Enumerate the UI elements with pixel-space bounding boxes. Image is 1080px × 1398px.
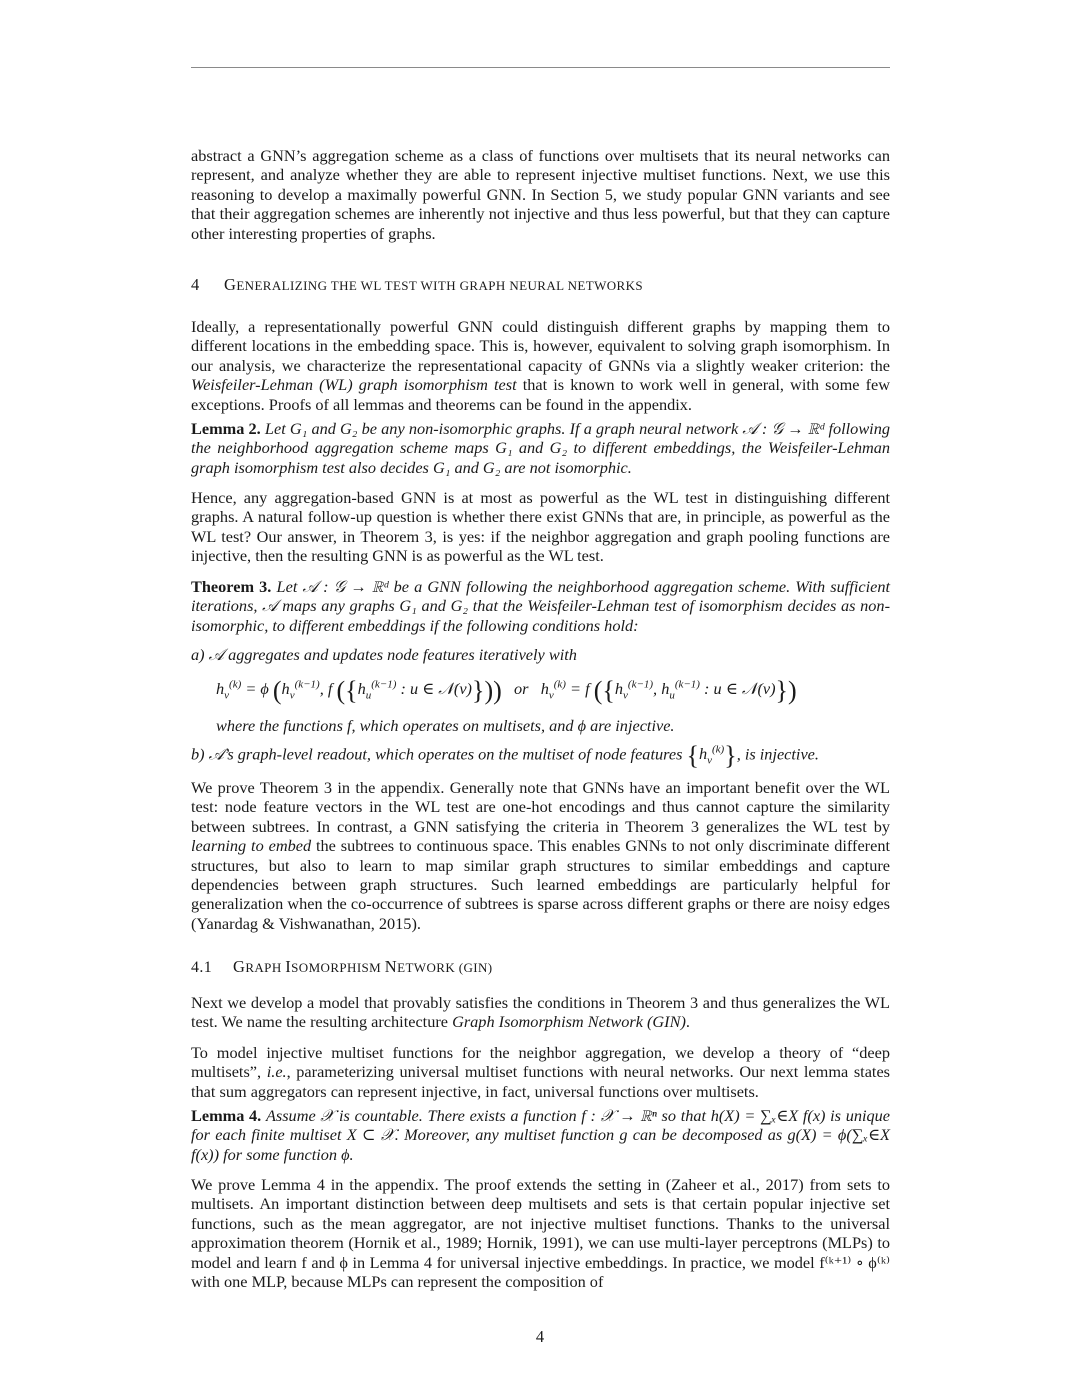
theorem-3-label: Theorem 3. — [191, 577, 272, 596]
p1-emphasis: Weisfeiler-Lehman (WL) graph isomorphism test — [191, 375, 517, 395]
paragraph-gin-intro — [191, 993, 890, 1032]
paragraph-follow-up: Hence, any aggregation-based GNN is at most as powerful as the WL test in distinguishing different graphs. A natural follow-up question is whether there exist GNNs that are, in principle, as powerful as the WL test? Our answer, in Theorem 3, is yes: if the neighbor aggregation and graph pooling functions are injective, then the resulting GNN is as powerful as the WL test. — [191, 488, 890, 566]
paragraph-lemma4-proof: We prove Lemma 4 in the appendix. The proof extends the setting in (Zaheer et al., 2017) from sets to multisets. An important distinction between deep multisets and sets is that certain popular injective set functions, such as the mean aggregator, are not injective multiset functions. Thanks to the universal approximation theorem (Hornik et al., 1989; Hornik, 1991), we can use multi-layer perceptrons (MLPs) to model and learn f and ϕ in Lemma 4 for universal injective embeddings. In practice, we model f⁽ᵏ⁺¹⁾ ∘ ϕ⁽ᵏ⁾ with one MLP, because MLPs can represent the composition of — [191, 1175, 890, 1292]
theorem-3-text: Let 𝒜 : 𝒢 → ℝᵈ be a GNN following the neighborhood aggregation scheme. With sufficient iterations, 𝒜 maps any graphs G₁ and G₂ that the Weisfeiler-Lehman test of isomorphism decides as non-isomorphic, to different embeddings if the following conditions hold: — [191, 577, 890, 635]
intro-paragraph: abstract a GNN’s aggregation scheme as a class of functions over multisets that its neural networks can represent, and analyze whether they are able to represent injective multiset functions. Next, we use this reasoning to develop a maximally powerful GNN. In Section 5, we study popular GNN variants and see that their aggregation schemes are inherently not injective and thus less powerful, but that they can capture other interesting properties of graphs. — [191, 146, 890, 243]
p4-text-a: Next we develop a model that provably satisfies the conditions in Theorem 3 and thus generalizes the WL test. We name the resulting architecture — [191, 993, 890, 1032]
readout-set-math: $\{h_v^{(k)}\}$ — [686, 741, 737, 771]
paragraph-deep-multisets — [191, 1043, 890, 1101]
p3-text-a: We prove Theorem 3 in the appendix. Generally note that GNNs have an important benefit over the WL test: node feature vectors in the WL test are one-hot encodings and thus cannot capture the similarity between subtrees. In contrast, a GNN satisfying the criteria in Theorem 3 generalizes the WL test by — [191, 778, 890, 836]
p1-text-b: that is known to work well in general, with some few exceptions. Proofs of all lemmas and theorems can be found in the appendix. — [191, 375, 891, 414]
lemma-4 — [191, 1106, 890, 1164]
paragraph-theorem3-proof — [191, 778, 890, 933]
lemma-2 — [191, 419, 890, 477]
header-rule — [191, 67, 890, 68]
s41-w2b: SOMORPHISM — [291, 960, 385, 975]
theorem-3 — [191, 577, 890, 635]
section-4-1-number: 4.1 — [191, 959, 213, 976]
condition-b-end: , is injective. — [736, 744, 819, 764]
p3-text-b: the subtrees to continuous space. This enables GNNs to not only discriminate different structures, but also to learn to map similar graph structures to similar embeddings and capture dependencies between graph structures. Such learned embeddings are particularly helpful for generalization when the co-occurrence of subtrees is sparse across different graphs or there are noisy edges (Yanardag & Vishwanathan, 2015). — [191, 836, 890, 933]
p5-text-b: , parameterizing universal multiset functions with neural networks. Our next lemma states that sum aggregators can represent injective, in fact, universal functions over multisets. — [191, 1062, 891, 1101]
lemma-2-text: Let G₁ and G₂ be any non-isomorphic graphs. If a graph neural network 𝒜 : 𝒢 → ℝᵈ following the neighborhood aggregation scheme maps G₁ and G₂ to different embeddings, the Weisfeiler-Lehman graph isomorphism test also decides G₁ and G₂ are not isomorphic. — [191, 419, 890, 477]
p4-emphasis: Graph Isomorphism Network (GIN) — [452, 1012, 686, 1032]
s41-w3b: ETWORK (GIN) — [397, 960, 493, 975]
lemma-4-text: Assume 𝒳 is countable. There exists a function f : 𝒳 → ℝⁿ so that h(X) = ∑ₓ∈X f(x) is unique for each finite multiset X ⊂ 𝒳. Moreover, any multiset function g can be decomposed as g(X) = ϕ(∑ₓ∈X f(x)) for some function ϕ. — [191, 1106, 891, 1164]
p3-emphasis: learning to embed — [191, 836, 312, 856]
p1-text-a: Ideally, a representationally powerful GNN could distinguish different graphs by mapping them to different locations in the embedding space. This is, however, equivalent to solving graph isomorphism. In our analysis, we characterize the representational capacity of GNNs via a slightly weaker criterion: the — [191, 317, 890, 375]
paragraph-wl-criterion — [191, 317, 890, 414]
p5-emphasis: i.e. — [266, 1062, 287, 1082]
s41-w3a: N — [384, 957, 398, 976]
section-4-number: 4 — [191, 275, 200, 294]
s41-w2a: I — [285, 957, 292, 976]
condition-a-where: where the functions f, which operates on multisets, and ϕ are injective. — [216, 716, 675, 735]
lemma-4-label: Lemma 4. — [191, 1106, 262, 1125]
page-number: 4 — [535, 1327, 545, 1346]
lemma-2-label: Lemma 2. — [191, 419, 261, 438]
condition-b — [191, 741, 890, 771]
condition-b-text: b) 𝒜’s graph-level readout, which operates on the multiset of node features — [191, 744, 683, 764]
s41-w1a: G — [233, 957, 246, 976]
p4-text-b: . — [685, 1012, 690, 1032]
s41-w1b: RAPH — [245, 960, 286, 975]
section-4-1-heading — [191, 957, 493, 977]
aggregation-equation: $h_v^{(k)} = \phi$ ($h_v^{(k-1)}$, f ({$h_u^{(k-1)}$ : u ∈ 𝒩(v)})) or $h_v^{(k)} = f$ ({$h_v^{(k-1)}$, $h_u^{(k-1)}$ : u ∈ 𝒩(v)}) — [216, 676, 797, 705]
p5-text-a: To model injective multiset functions for the neighbor aggregation, we develop a theory of “deep multisets”, — [191, 1043, 890, 1082]
section-4-heading — [191, 275, 643, 295]
condition-a: a) 𝒜 aggregates and updates node features iteratively with — [191, 645, 577, 664]
equation-or: or — [514, 679, 529, 698]
section-4-title: ENERALIZING THE WL TEST WITH GRAPH NEURAL NETWORKS — [236, 278, 644, 293]
section-4-title-initial: G — [224, 275, 237, 294]
